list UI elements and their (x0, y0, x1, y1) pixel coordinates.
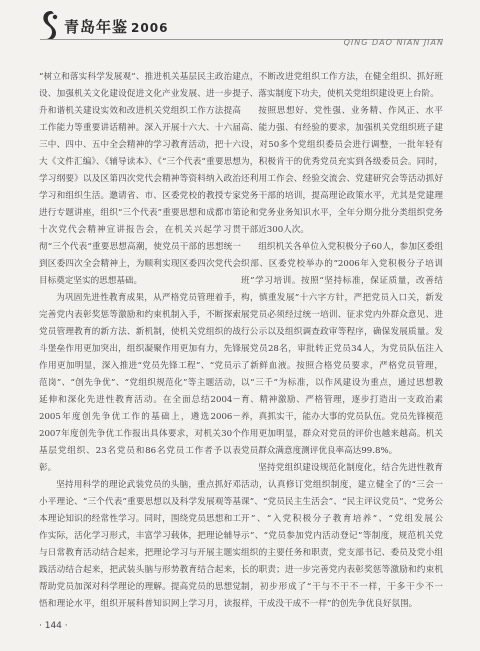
yearbook-brand (64, 16, 168, 37)
paragraph: 为巩固先进性教育成果，从严格党员管理着手，完善党内表彰奖惩等激励和约束机制入手，不断探索党员管理教育的新方法、新机制，使机关党组织的战斗堡垒作用更加突出，组织凝聚作用更加有力，先锋作用更加明显，深入推进“党员先锋工程”、“党员示范岗”、“创先争优”、“党组织规范化”等主题活动，延伸和深化先进性教育活动。在全面总结2004－2005年度创先争优工作的基础上，遴选2006－2007年度创先争优工作报出具体要求，对机关30个基层党组织、23名党员和86名党员工作者予以表彰。 (39, 293, 241, 473)
right-column (241, 69, 443, 614)
page-number: · 144 · (39, 621, 68, 631)
paragraph: 坚持用科学的理论武装党员的头脑，重点抓好邓小平理论、“三个代表”重要思想以及科学发展观等基本理论知识的经常性学习。同时，围绕党员思想和工作实际，活化学习形式，丰富学习载体，把理论辅导与日常教育活动结合起来，把理论学习与开展主题实践活动结合起来，把武装头脑与形势教育结合起来，帮助党员加深对科学理论的理解。提高党员的思想觉悟和理论水平，组织开展科普知识网上学习月，读报 (39, 480, 241, 609)
paragraph: 按照思想好、党性强、业务精、作风正、水平高、能力强、有经验的要求，加强机关党组织班子建设，对50多个党组织委员会进行调整，一批年轻有为，积极肯干的优秀党员充实到各级委员会。同时，还利用工作会、经验交流会、党建研究会等活动抓好党务干部的培训，提高理论政策水平，尤其是党建理论和党务业务知识水平，全年分期分批分类组织党务干部近300人次。 (241, 106, 443, 235)
brand-year: 2006 (131, 21, 169, 35)
paragraph: 组织机关各单位入党积极分子60人，参加区委组织部、区委党校举办的“2006年入党积极分子培训班”学习培训。按照“坚持标准，保证质量，改善结构，慎重发展”十六字方针，严把党员入口关，新发展党员必须经过统一培训、征求党内外群众意见、进行公示以及组织调查政审等程序，确保发展质量。发展党员28名，审批转正党员34人，为党员队伍注入了新鲜血液。按照合格党员要求，严格党员管理，以“三千”为标准，以作风建设为重点，通过思想教育、精神激励、严格管理，逐步打造出一支政治素养，真抓实干，能办大事的党员队伍。党员先锋模范作用更加明显，群众对党员的评价也越来越高。机关党员群众满意度测评优良率高达99.8%。 (241, 242, 443, 456)
page-header (0, 0, 480, 58)
left-column (39, 69, 241, 614)
yearbook-logo-icon (40, 8, 62, 42)
paragraph: 坚持党组织建设规范化制度化，结合先进性教育活动，认真修订党组织制度，建立健全了的“三会一课”、“党员民主生活会”、“民主评议党员”、“党务公开”、“入党积极分子教育培养”、“党组发展公示”、“党员参加党内活动登记”等制度，规范机关党组织的主要任务和职责，党支部书记、委员及党小组长的职责；进一步完善党内表彰奖惩等激励和约束机制，初步形成了“干与不干不一样，干多干少不一样，干成没干成不一样”的创先争优良好氛围。 (241, 463, 443, 609)
paragraph: 点，不断改进党组织工作方法，在健全组织、抓好班子、落实制度下功夫，使机关党组织建设更上台阶。 (241, 72, 443, 99)
brand-title: 青岛年鉴 (64, 18, 129, 36)
running-head: QING DAO NIAN JIAN (343, 38, 444, 47)
paragraph: “树立和落实科学发展观”、推进机关基层民主政治建设、加强机关文化建设促进文化产业发展、进一步提升和谐机关建设实效和改进机关党组织工作方法提高工作能力等重要讲话精神。深入开展十六大、十六届三中、四中、五中全会精神的学习教育活动，把十六大《文件汇编》、《辅导读本》、《“三个代表”重要思想学习纲要》以及区第四次党代会精神等资料纳入政治学习和组织生活。邀请省、市、区委党校的教授专家进行专题讲座，组织“三个代表”重要思想和成都市第十次党代会精神宣讲报告会，在机关兴起学习贯彻“三个代表”重要思想高潮，使党员干部的思想统一到区委四次全会精神上，为顺利实现区委四次党代会目标奠定坚实的思想基础。 (39, 72, 241, 286)
paragraph (241, 613, 443, 614)
